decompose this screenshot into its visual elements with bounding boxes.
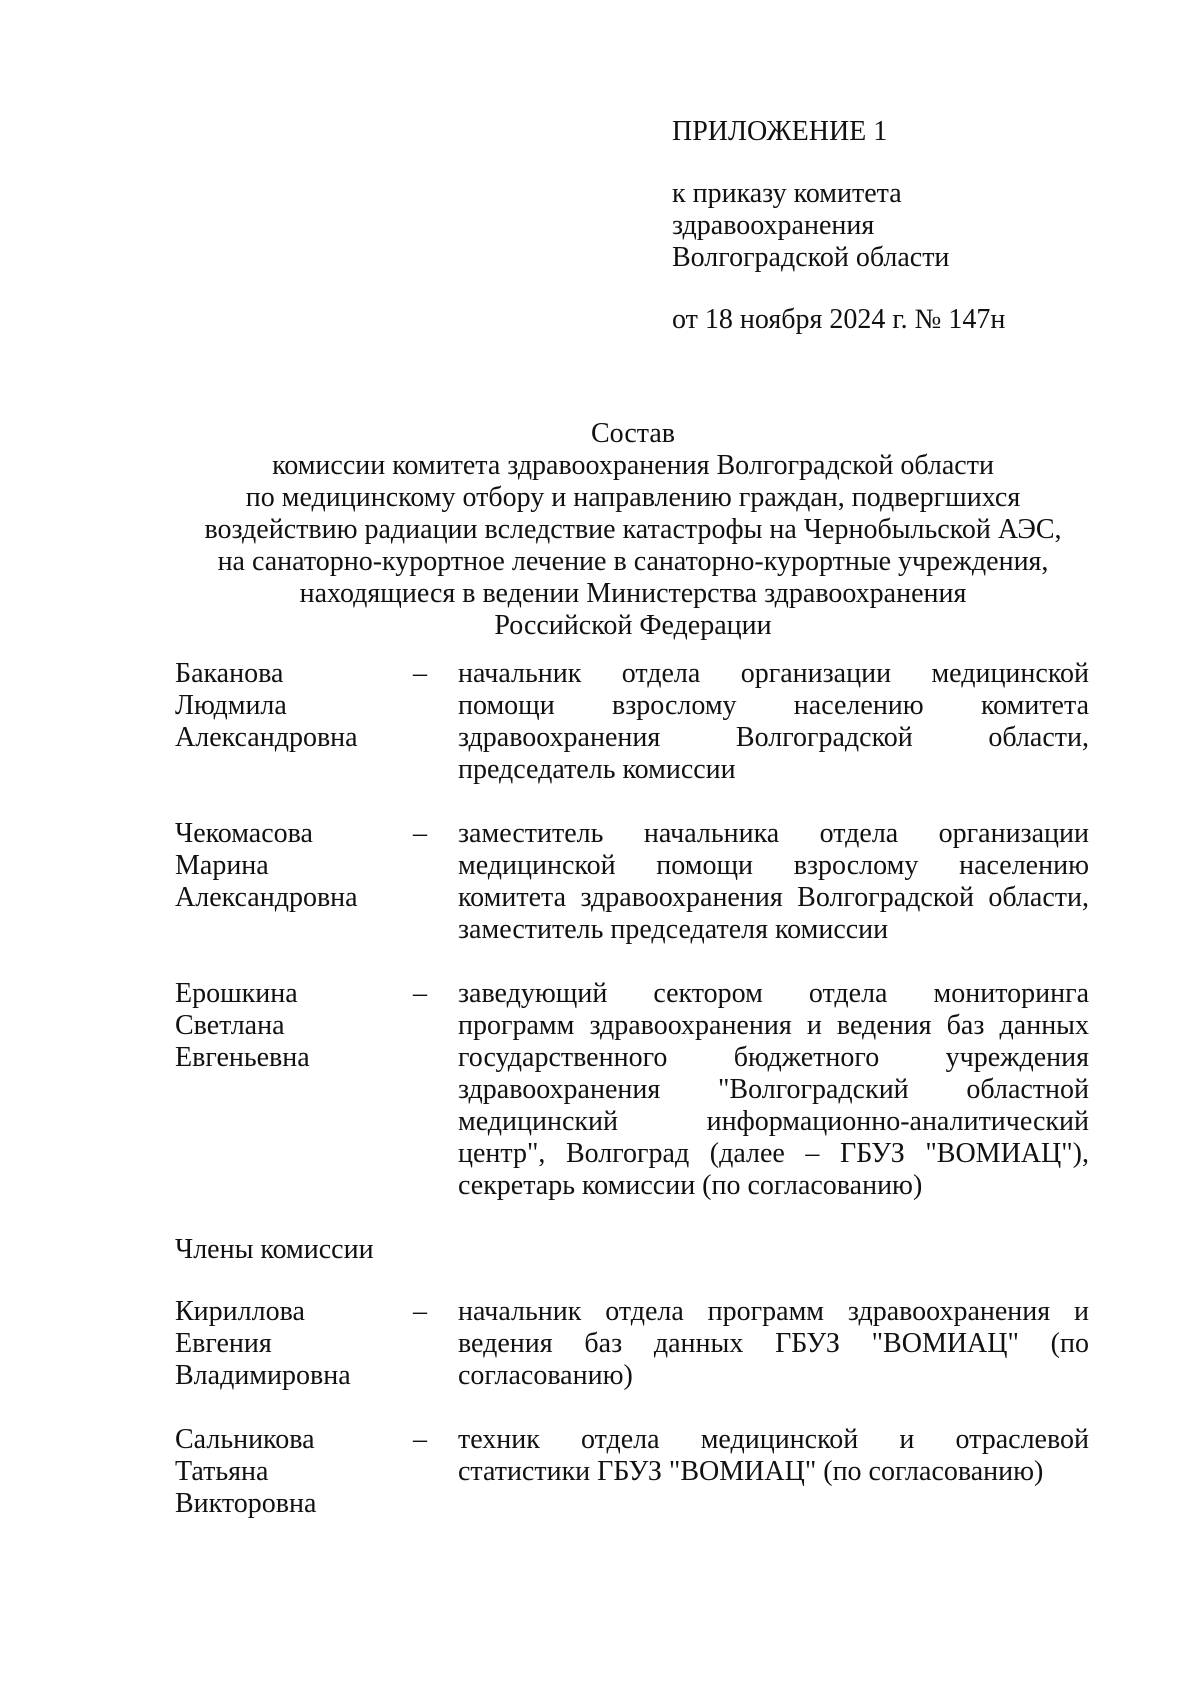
member-patronymic: Викторовна: [175, 1488, 317, 1519]
member-patronymic: Александровна: [175, 722, 358, 753]
members-section-label: Члены комиссии: [175, 1234, 374, 1265]
member-given-name: Людмила: [175, 690, 287, 721]
member-patronymic: Евгеньевна: [175, 1042, 310, 1073]
appendix-line: к приказу комитета: [672, 178, 902, 209]
member-role: заместитель начальника отдела организации медицинской помощи взрослому населению комитета здравоохранения Волгоградской области, заместитель председателя комиссии: [458, 818, 1089, 945]
member-role: заведующий сектором отдела мониторинга программ здравоохранения и ведения баз данных государственного бюджетного учреждения здравоохранения "Волгоградский областной медицинский информационно-аналитический центр", Волгоград (далее – ГБУЗ "ВОМИАЦ"), секретарь комиссии (по согласованию): [458, 978, 1089, 1201]
document-heading: [150, 418, 1116, 642]
member-row: [175, 1424, 1089, 1520]
order-date: от 18 ноября 2024 г. № 147н: [672, 304, 1006, 335]
member-surname: Сальникова: [175, 1424, 315, 1455]
appendix-line: Волгоградской области: [672, 242, 950, 273]
member-given-name: Татьяна: [175, 1456, 269, 1487]
member-surname: Ерошкина: [175, 978, 298, 1009]
member-patronymic: Александровна: [175, 882, 358, 913]
dash-separator: –: [413, 1424, 427, 1455]
member-surname: Кириллова: [175, 1296, 305, 1327]
member-name: [175, 978, 413, 1074]
member-row: [175, 818, 1089, 946]
member-surname: Чекомасова: [175, 818, 313, 849]
heading-line: комиссии комитета здравоохранения Волгоградской области: [272, 450, 994, 481]
member-role: техник отдела медицинской и отраслевой статистики ГБУЗ "ВОМИАЦ" (по согласованию): [458, 1424, 1089, 1487]
heading-line: находящиеся в ведении Министерства здравоохранения: [299, 578, 967, 609]
heading-line: Российской Федерации: [494, 610, 772, 641]
member-name: [175, 1296, 413, 1392]
member-role: начальник отдела программ здравоохранения и ведения баз данных ГБУЗ "ВОМИАЦ" (по согласованию): [458, 1296, 1089, 1391]
member-given-name: Светлана: [175, 1010, 285, 1041]
heading-title: Состав: [590, 418, 676, 449]
heading-line: на санаторно-курортное лечение в санаторно-курортные учреждения,: [217, 546, 1049, 577]
heading-line: воздействию радиации вследствие катастрофы на Чернобыльской АЭС,: [204, 514, 1062, 545]
appendix-block: [672, 116, 1112, 336]
member-surname: Баканова: [175, 658, 284, 689]
member-given-name: Евгения: [175, 1328, 272, 1359]
member-row: [175, 1296, 1089, 1392]
member-name: [175, 658, 413, 754]
appendix-line: здравоохранения: [672, 210, 875, 241]
member-role: начальник отдела организации медицинской помощи взрослому населению комитета здравоохранения Волгоградской области, председатель комиссии: [458, 658, 1089, 785]
member-row: [175, 658, 1089, 786]
member-patronymic: Владимировна: [175, 1360, 351, 1391]
heading-line: по медицинскому отбору и направлению граждан, подвергшихся: [245, 482, 1021, 513]
commission-roster: [175, 658, 1089, 1552]
member-name: [175, 1424, 413, 1520]
dash-separator: –: [413, 978, 427, 1009]
dash-separator: –: [413, 818, 427, 849]
member-given-name: Марина: [175, 850, 269, 881]
member-name: [175, 818, 413, 914]
member-row: [175, 978, 1089, 1202]
appendix-title: ПРИЛОЖЕНИЕ 1: [672, 116, 888, 147]
dash-separator: –: [413, 658, 427, 689]
dash-separator: –: [413, 1296, 427, 1327]
